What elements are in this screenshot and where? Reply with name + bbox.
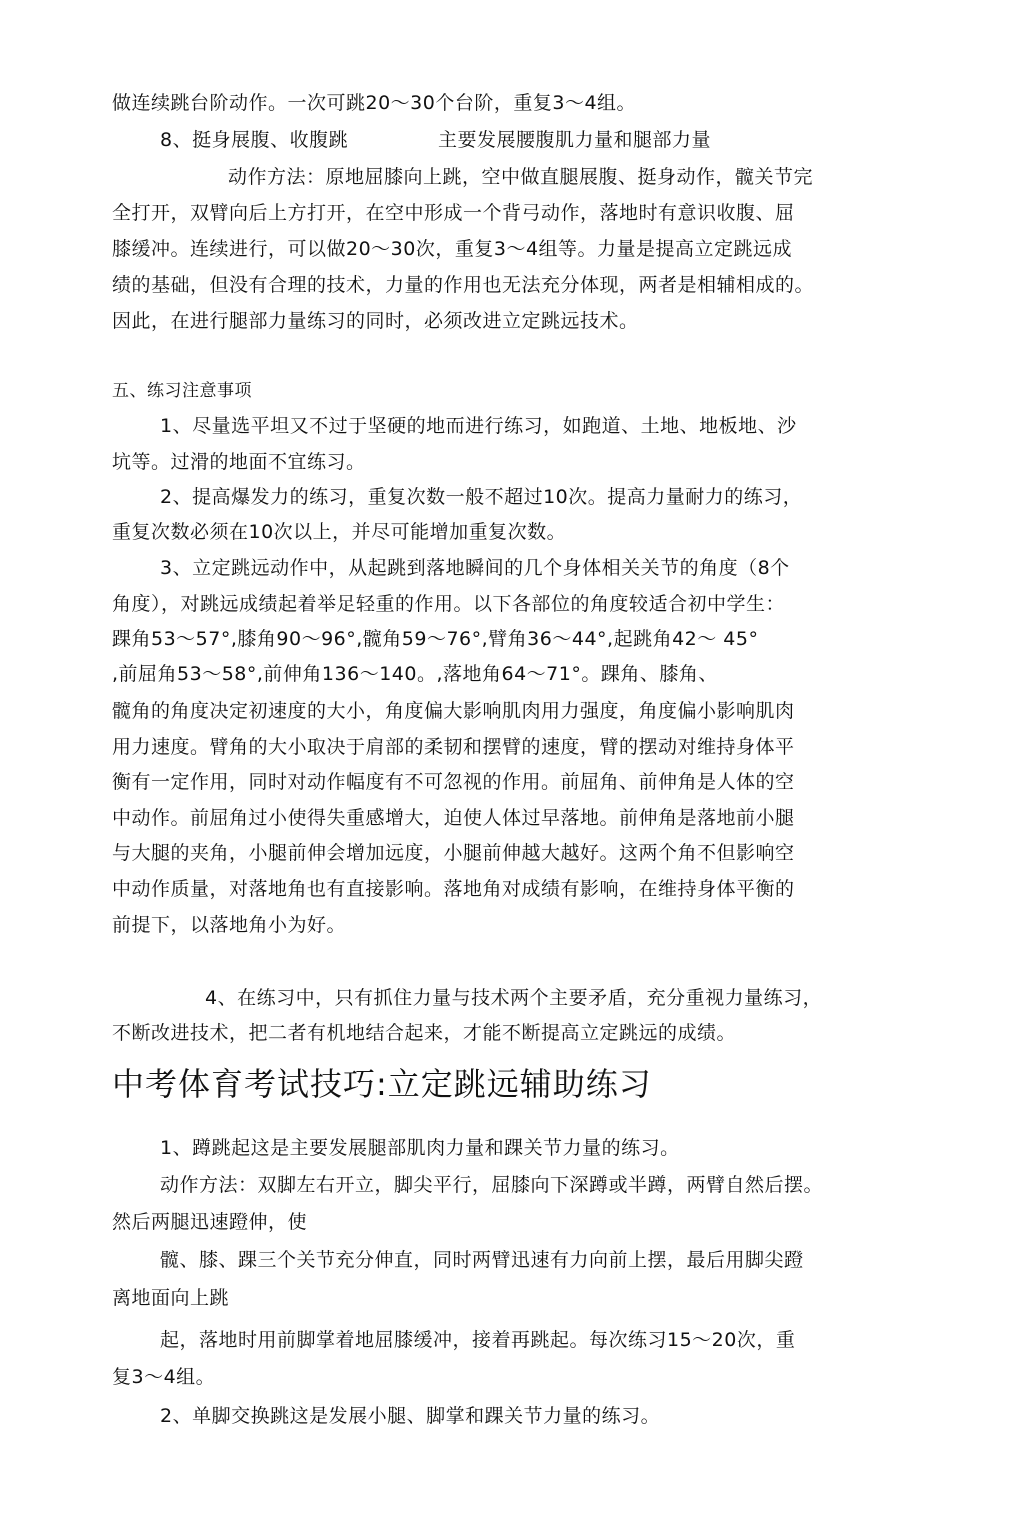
text-line: 与大腿的夹角，小腿前伸会增加远度，小腿前伸越大越好。这两个角不但影响空 — [112, 842, 795, 864]
text-line: 8、挺身展腹、收腹跳 — [160, 129, 349, 151]
text-line: 起，落地时用前脚掌着地屈膝缓冲，接着再跳起。每次练习15～20次，重 — [160, 1329, 796, 1351]
text-line: 前提下，以落地角小为好。 — [112, 914, 347, 936]
text-line: 4、在练习中，只有抓住力量与技术两个主要矛盾，充分重视力量练习， — [205, 987, 823, 1009]
text-line: 髋、膝、踝三个关节充分伸直，同时两臂迅速有力向前上摆，最后用脚尖蹬 — [160, 1249, 804, 1271]
text-line: 膝缓冲。连续进行，可以做20～30次，重复3～4组等。力量是提高立定跳远成 — [112, 238, 793, 260]
text-line: 复3～4组。 — [112, 1366, 216, 1388]
page-title: 中考体育考试技巧:立定跳远辅助练习 — [112, 1065, 652, 1103]
text-line: 1、蹲跳起这是主要发展腿部肌肉力量和踝关节力量的练习。 — [160, 1137, 680, 1159]
section-heading: 五、练习注意事项 — [112, 381, 252, 401]
text-line: 3、立定跳远动作中，从起跳到落地瞬间的几个身体相关关节的角度（8个 — [160, 557, 790, 579]
text-line: 衡有一定作用，同时对动作幅度有不可忽视的作用。前屈角、前伸角是人体的空 — [112, 771, 795, 793]
text-line: 全打开，双臂向后上方打开，在空中形成一个背弓动作，落地时有意识收腹、屈 — [112, 202, 795, 224]
text-line: 角度），对跳远成绩起着举足轻重的作用。以下各部位的角度较适合初中学生： — [112, 593, 786, 615]
text-line: 髋角的角度决定初速度的大小，角度偏大影响肌肉用力强度，角度偏小影响肌肉 — [112, 700, 795, 722]
text-line: 绩的基础，但没有合理的技术，力量的作用也无法充分体现，两者是相辅相成的。 — [112, 274, 815, 296]
text-line: 1、尽量选平坦又不过于坚硬的地而进行练习，如跑道、土地、地板地、沙 — [160, 415, 797, 437]
text-line: 用力速度。臂角的大小取决于肩部的柔韧和摆臂的速度，臂的摆动对维持身体平 — [112, 736, 795, 758]
text-line: 重复次数必须在10次以上，并尽可能增加重复次数。 — [112, 521, 567, 543]
text-line: 踝角53～57°,膝角90～96°,髋角59～76°,臂角36～44°,起跳角42～ 45° — [112, 628, 759, 650]
text-line: 坑等。过滑的地面不宜练习。 — [112, 451, 366, 473]
text-line: 然后两腿迅速蹬伸，使 — [112, 1211, 308, 1233]
text-line: 2、单脚交换跳这是发展小腿、脚掌和踝关节力量的练习。 — [160, 1405, 661, 1427]
text-line: 中动作。前屈角过小使得失重感增大，迫使人体过早落地。前伸角是落地前小腿 — [112, 807, 795, 829]
text-line: 中动作质量，对落地角也有直接影响。落地角对成绩有影响，在维持身体平衡的 — [112, 878, 795, 900]
text-line: 离地面向上跳 — [112, 1287, 230, 1309]
text-line: 不断改进技术，把二者有机地结合起来，才能不断提高立定跳远的成绩。 — [112, 1022, 737, 1044]
text-line: 动作方法：双脚左右开立，脚尖平行，屈膝向下深蹲或半蹲，两臂自然后摆。 — [160, 1174, 824, 1196]
text-line: ,前屈角53～58°,前伸角136～140。,落地角64～71°。踝角、膝角、 — [112, 663, 718, 685]
text-line: 动作方法：原地屈膝向上跳，空中做直腿展腹、挺身动作，髋关节完 — [228, 166, 814, 188]
text-line: 2、提高爆发力的练习，重复次数一般不超过10次。提高力量耐力的练习， — [160, 486, 803, 508]
text-line: 主要发展腰腹肌力量和腿部力量 — [438, 129, 712, 151]
text-line: 做连续跳台阶动作。一次可跳20～30个台阶，重复3～4组。 — [112, 92, 637, 114]
text-line: 因此，在进行腿部力量练习的同时，必须改进立定跳远技术。 — [112, 310, 639, 332]
